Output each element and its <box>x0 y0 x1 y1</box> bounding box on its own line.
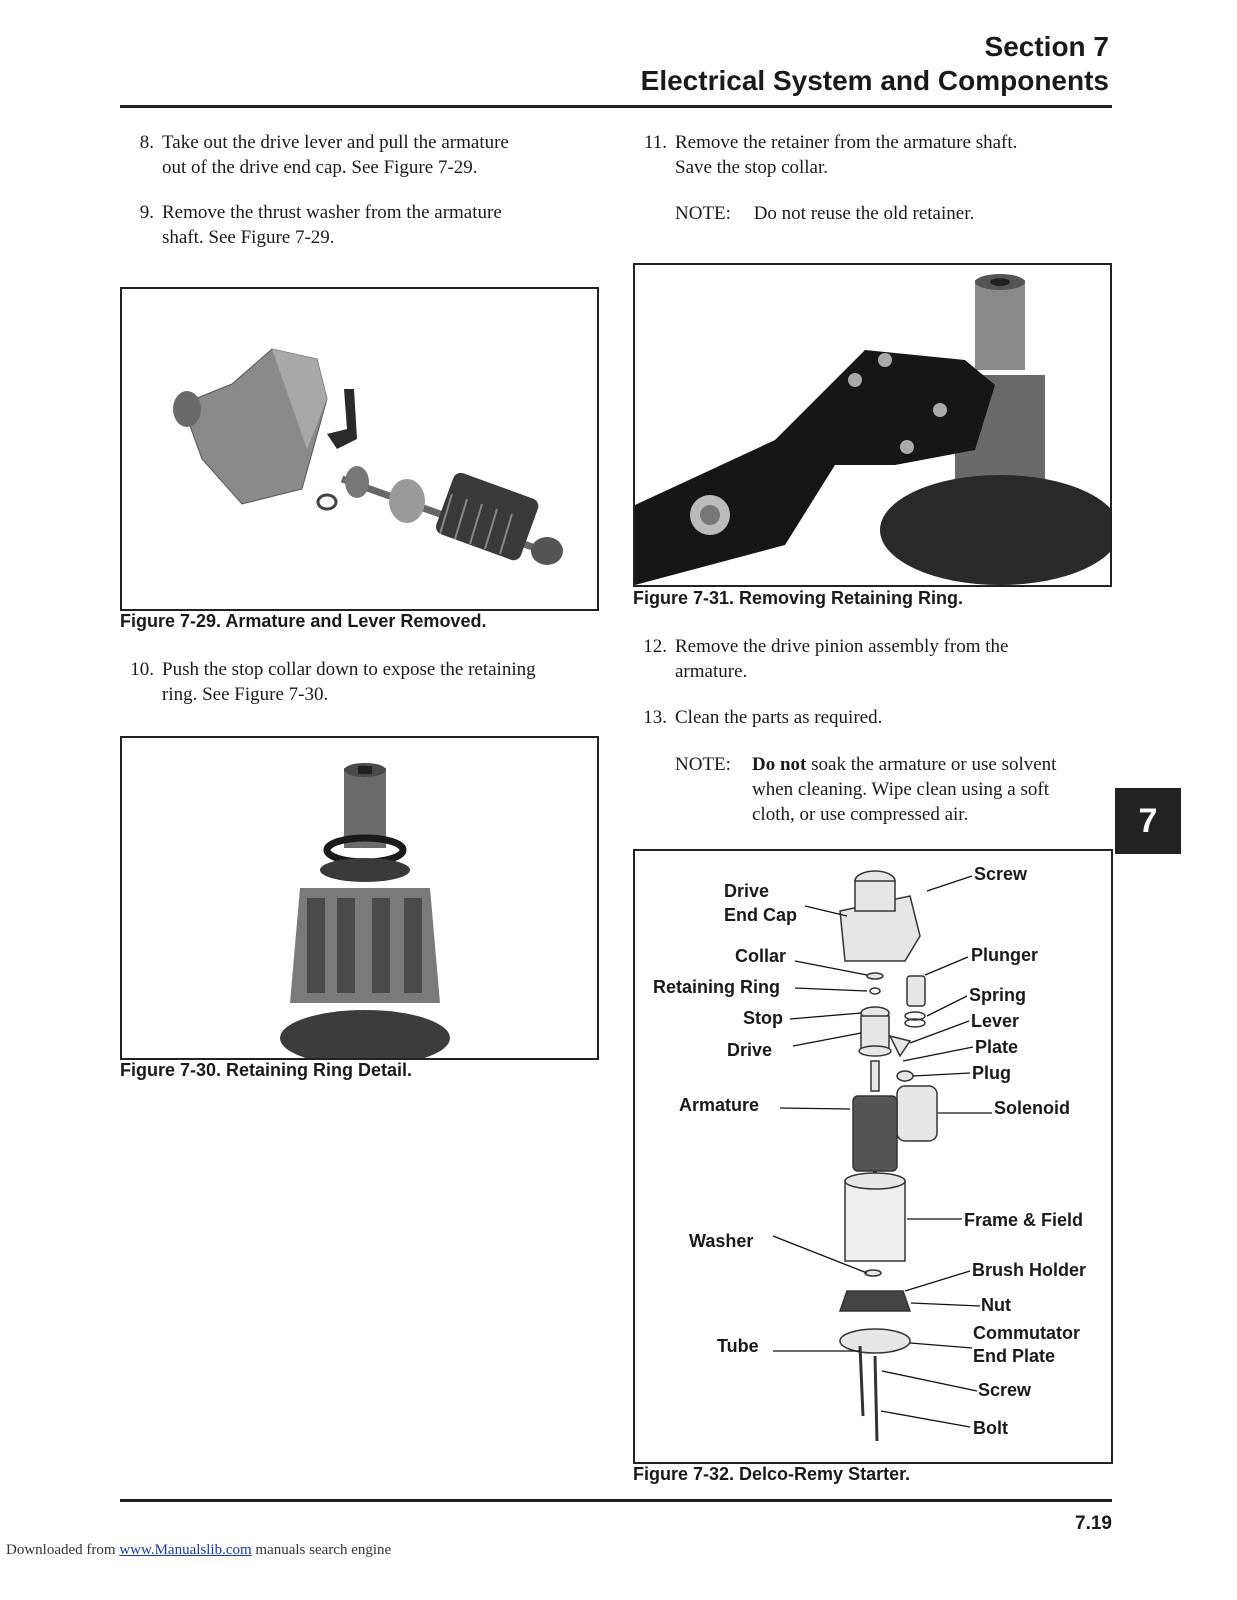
label-frame-field: Frame & Field <box>964 1210 1084 1230</box>
label-brush-holder: Brush Holder <box>972 1260 1087 1280</box>
label-nut: Nut <box>981 1295 1011 1315</box>
figure-7-31-caption: Figure 7-31. Removing Retaining Ring. <box>633 588 964 608</box>
label-retaining-ring: Retaining Ring <box>653 977 780 997</box>
section-tab: 7 <box>1115 788 1181 854</box>
label-drive-end-cap-2: End Cap <box>724 905 798 925</box>
label-drive: Drive <box>727 1040 773 1060</box>
label-screw-bottom: Screw <box>978 1380 1032 1400</box>
label-collar: Collar <box>735 946 787 966</box>
figure-7-29-caption: Figure 7-29. Armature and Lever Removed. <box>120 611 487 631</box>
label-spring: Spring <box>969 985 1026 1005</box>
figure-7-29-photo <box>120 287 599 611</box>
footer-rule <box>120 1499 1112 1502</box>
label-solenoid: Solenoid <box>994 1098 1070 1118</box>
label-commutator-1: Commutator <box>973 1323 1080 1343</box>
label-washer: Washer <box>689 1231 754 1251</box>
note-retainer: NOTE: Do not reuse the old retainer. <box>675 203 975 224</box>
figure-7-30-caption: Figure 7-30. Retaining Ring Detail. <box>120 1060 413 1080</box>
section-number: Section 7 <box>984 31 1109 62</box>
label-tube: Tube <box>717 1336 759 1356</box>
label-plate: Plate <box>975 1037 1019 1057</box>
label-armature: Armature <box>679 1095 760 1115</box>
manualslib-link[interactable]: www.Manualslib.com <box>119 1542 252 1558</box>
section-header <box>641 30 1109 98</box>
download-notice: Downloaded from www.Manualslib.com manuals search engine <box>6 1542 392 1558</box>
note-cleaning: NOTE: Do not soak the armature or use solvent when cleaning. Wipe clean using a soft cloth, or use compressed air. <box>675 754 1057 825</box>
figure-7-31-photo <box>633 263 1112 587</box>
figure-7-32-caption: Figure 7-32. Delco-Remy Starter. <box>633 1464 911 1484</box>
label-commutator-2: End Plate <box>973 1346 1056 1366</box>
label-drive-end-cap-1: Drive <box>724 881 770 901</box>
page-number: 7.19 <box>1075 1513 1112 1534</box>
label-stop: Stop <box>743 1008 783 1028</box>
figure-7-32-diagram <box>633 849 1113 1464</box>
label-screw-top: Screw <box>974 864 1028 884</box>
label-plug: Plug <box>972 1063 1011 1083</box>
label-lever: Lever <box>971 1011 1020 1031</box>
figure-7-30-photo <box>120 736 599 1060</box>
section-title: Electrical System and Components <box>640 65 1109 96</box>
label-plunger: Plunger <box>971 945 1039 965</box>
label-bolt: Bolt <box>973 1418 1008 1438</box>
header-rule <box>120 105 1112 108</box>
